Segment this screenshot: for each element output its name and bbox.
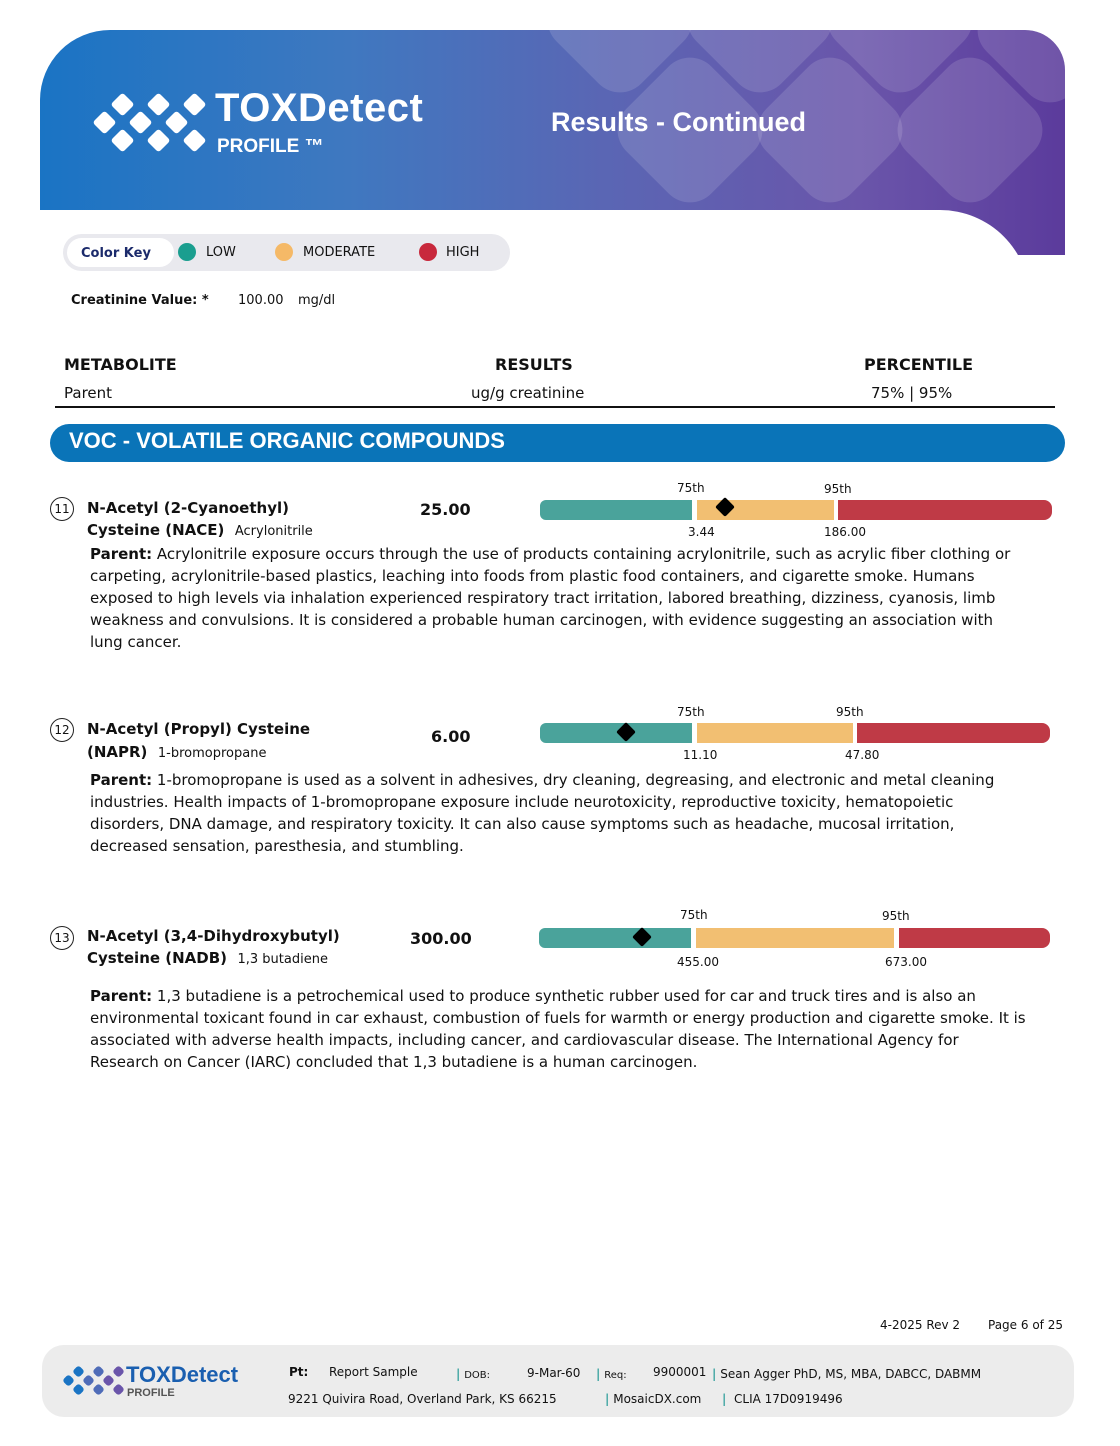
clia-number: | CLIA 17D0919496 [722, 1392, 843, 1406]
metabolite-header: METABOLITE [64, 355, 177, 374]
analyte-name-line2: (NAPR) 1-bromopropane [87, 743, 267, 761]
section-title: VOC - VOLATILE ORGANIC COMPOUNDS [69, 428, 505, 453]
analyte-number: 11 [50, 497, 74, 521]
color-key [63, 234, 510, 271]
percentile-95-label: 95th [836, 705, 864, 719]
percentile-95-value: 673.00 [885, 955, 927, 969]
creatinine-value: 100.00 [238, 293, 284, 308]
analyte-description: Parent: 1,3 butadiene is a petrochemical used to produce synthetic rubber used for car and truck tires and is also an environmental toxicant found in car exhaust, combustion of fuels for warmth or energy production and cigarette smoke. It is associated with adverse health impacts, including cancer, and cardiovascular disease. The International Agency for Research on Cancer (IARC) concluded that 1,3 butadiene is a human carcinogen. [90, 987, 1026, 1071]
analyte-result: 25.00 [420, 500, 471, 519]
req-value: 9900001 [653, 1365, 707, 1379]
patient-label: Pt: [289, 1365, 309, 1379]
req-field: | Req: [596, 1367, 627, 1381]
page-title: Results - Continued [551, 107, 806, 137]
analyte-parent: Acrylonitrile [234, 524, 313, 539]
website-link[interactable]: | MosaicDX.com [605, 1392, 702, 1406]
percentile-subheader: 75% | 95% [871, 384, 953, 402]
brand-name: TOXDetect [215, 86, 424, 130]
range-bar-high [899, 928, 1050, 948]
percentile-75-value: 455.00 [677, 955, 719, 969]
director-field: | Sean Agger PhD, MS, MBA, DABCC, DABMM [712, 1367, 982, 1381]
analyte-description: Parent: 1-bromopropane is used as a solvent in adhesives, dry cleaning, degreasing, and electronic and metal cleaning industries. Health impacts of 1-bromopropane exposure include neurotoxicity, reproductive toxicity, hematopoietic disorders, DNA damage, and respiratory toxicity. It can also cause symptoms such as headache, mucosal irritation, decreased sensation, paresthesia, and stumbling. [90, 771, 995, 855]
range-bar-moderate [696, 928, 894, 948]
footer-brand-sub: PROFILE [127, 1387, 175, 1399]
toxdetect-logo-icon [92, 92, 207, 157]
analyte-result: 300.00 [410, 929, 472, 948]
percentile-75-value: 3.44 [688, 525, 715, 539]
percentile-95-value: 186.00 [824, 525, 866, 539]
results-subheader: ug/g creatinine [471, 384, 585, 402]
percentile-75-label: 75th [677, 481, 705, 495]
analyte-name-line1: N-Acetyl (Propyl) Cysteine [87, 720, 311, 738]
analyte-name-line1: N-Acetyl (3,4-Dihydroxybutyl) [87, 927, 340, 945]
percentile-95-label: 95th [882, 909, 910, 923]
header-divider [55, 406, 1055, 408]
footer-bar [42, 1345, 1074, 1417]
percentile-75-label: 75th [680, 908, 708, 922]
analyte-name-line2: Cysteine (NADB) 1,3 butadiene [87, 949, 328, 967]
analyte-name-line1: N-Acetyl (2-Cyanoethyl) [87, 499, 289, 517]
footer-brand: TOXDetect [126, 1362, 239, 1387]
percentile-95-label: 95th [824, 482, 852, 496]
analyte-result: 6.00 [431, 727, 471, 746]
brand-subtitle: PROFILE ™ [217, 136, 324, 157]
creatinine-unit: mg/dl [298, 293, 336, 308]
revision-label: 4-2025 Rev 2 [880, 1318, 961, 1332]
results-header: RESULTS [495, 355, 573, 374]
analyte-description: Parent: Acrylonitrile exposure occurs through the use of products containing acrylonitrile, such as acrylic fiber clothing or carpeting, acrylonitrile-based plastics, leaching into foods from plastic food containers, and cigarette smoke. Humans exposed to high levels via inhalation experienced respiratory tract irritation, labored breathing, dizziness, cyanosis, limb weakness and convulsions. It is considered a probable human carcinogen, with evidence suggesting an association with lung cancer. [90, 545, 1011, 651]
range-bar-high [857, 723, 1050, 743]
range-bar-low [540, 723, 692, 743]
lab-address: 9221 Quivira Road, Overland Park, KS 66215 [288, 1392, 557, 1406]
analyte-parent: 1,3 butadiene [237, 952, 328, 967]
metabolite-subheader: Parent [64, 384, 113, 402]
analyte-parent: 1-bromopropane [157, 746, 267, 761]
analyte-name-line2: Cysteine (NACE) Acrylonitrile [87, 521, 313, 539]
color-key-title: Color Key [81, 246, 151, 261]
dob-field: | DOB: [456, 1367, 491, 1381]
page-number: Page 6 of 25 [988, 1318, 1063, 1332]
percentile-75-value: 11.10 [683, 748, 718, 762]
range-bar-low [539, 928, 691, 948]
percentile-75-label: 75th [677, 705, 705, 719]
low-dot-icon [178, 243, 196, 261]
patient-name: Report Sample [329, 1365, 418, 1379]
range-bar-moderate [697, 723, 853, 743]
range-bar-high [838, 500, 1052, 520]
low-label: LOW [206, 245, 236, 260]
analyte-number: 12 [50, 718, 74, 742]
high-label: HIGH [446, 245, 480, 260]
moderate-dot-icon [275, 243, 293, 261]
range-bar-low [540, 500, 692, 520]
footer-logo-icon [62, 1365, 122, 1401]
percentile-95-value: 47.80 [845, 748, 880, 762]
high-dot-icon [419, 243, 437, 261]
dob-value: 9-Mar-60 [527, 1366, 581, 1380]
color-key-title-pill [67, 238, 174, 267]
creatinine-label: Creatinine Value: * [71, 293, 209, 308]
analyte-number: 13 [50, 926, 74, 950]
percentile-header: PERCENTILE [864, 355, 974, 374]
moderate-label: MODERATE [303, 245, 376, 260]
